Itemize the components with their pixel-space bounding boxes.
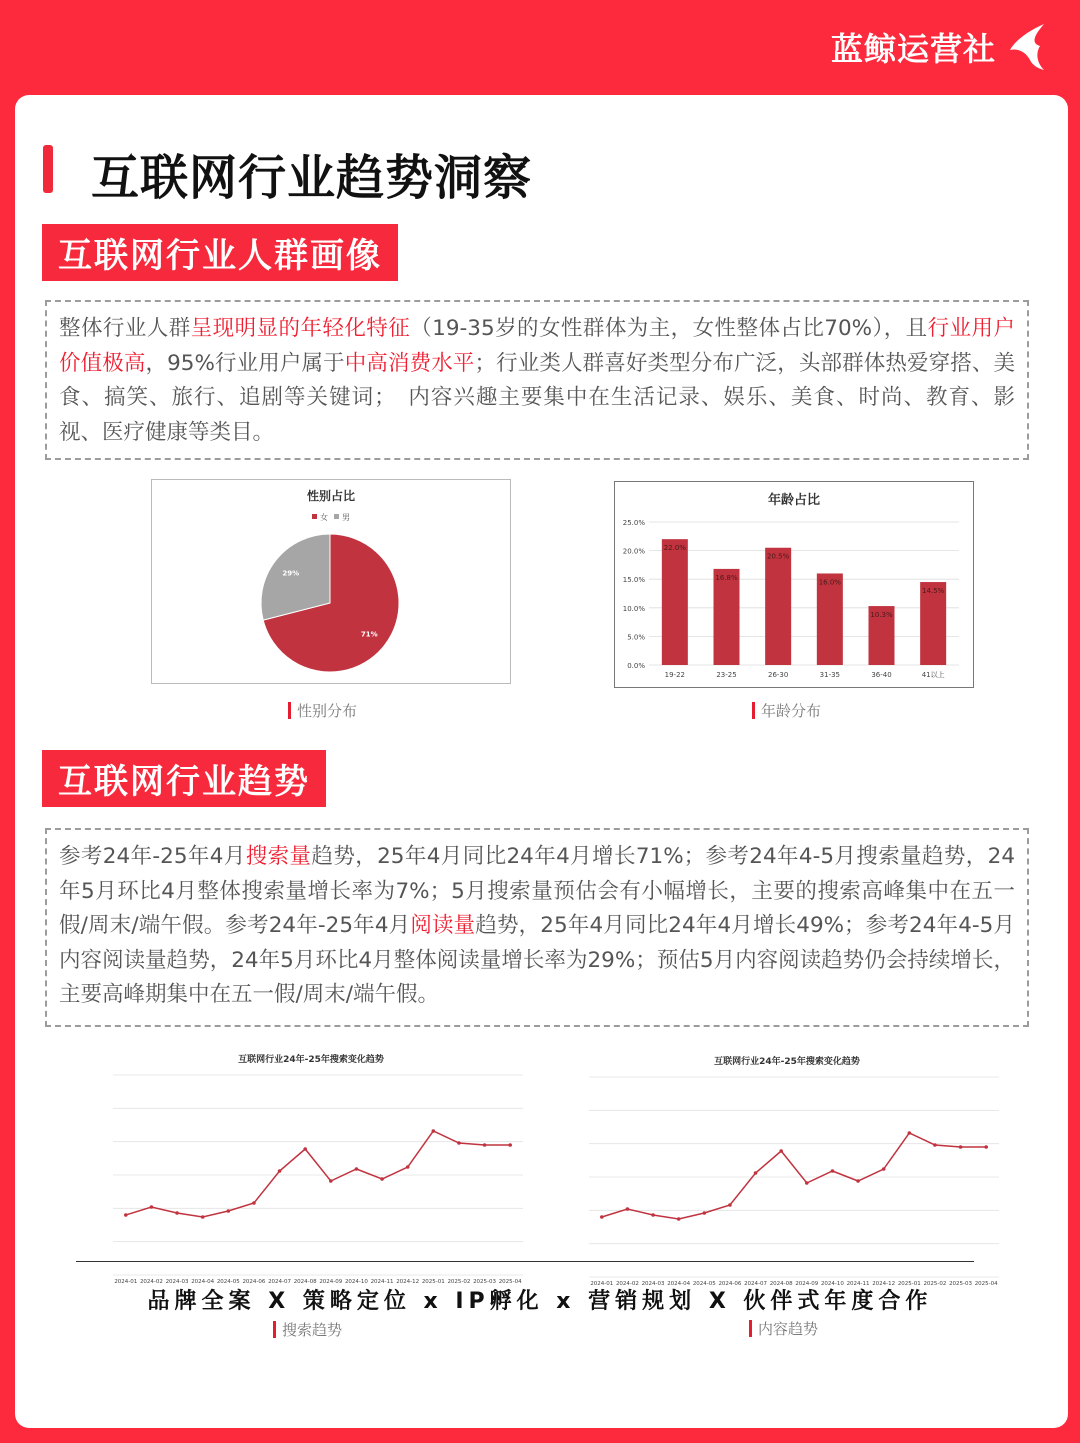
line-point	[278, 1169, 282, 1173]
body-text: ；行业类人群喜好类型分布广泛，头部群体热爱穿搭、美食、搞笑、旅行、追剧等关键词； 内容兴趣主要集中在生活记录、娱乐、美食、时尚、教育、影视、医疗健康等类目。	[59, 350, 1015, 445]
bar	[765, 548, 791, 665]
y-tick-label: 15.0%	[622, 576, 645, 585]
highlight-text: 行业用户价值极高	[59, 316, 1015, 376]
x-tick-label: 26-30	[767, 671, 789, 679]
bar	[662, 539, 688, 665]
bar-data-label: 22.0%	[663, 544, 686, 553]
chart-title: 互联网行业24年-25年搜索变化趋势	[238, 1055, 384, 1065]
chart-title: 互联网行业24年-25年搜索变化趋势	[714, 1057, 860, 1067]
x-tick-label: 2024-07	[268, 1279, 292, 1285]
bar-data-label: 16.8%	[715, 573, 738, 582]
highlight-text: 阅读量	[410, 913, 476, 938]
section-tag-trend: 互联网行业趋势	[42, 750, 326, 807]
line-point	[124, 1213, 128, 1217]
age-caption-text: 年龄分布	[761, 702, 822, 720]
x-tick-label: 2024-08	[293, 1279, 317, 1285]
line-point	[933, 1143, 937, 1147]
caption-mark	[749, 1320, 752, 1337]
x-tick-label: 19-22	[664, 671, 686, 679]
body-text: 整体行业人群	[59, 316, 191, 341]
line-point	[508, 1143, 512, 1147]
x-tick-label: 2025-02	[923, 1281, 947, 1287]
legend-swatch	[334, 514, 339, 519]
search-trend-chart	[95, 1050, 541, 1300]
legend-swatch	[312, 514, 317, 519]
line-point	[703, 1211, 707, 1215]
trend-line	[602, 1133, 986, 1219]
x-tick-label: 2024-05	[692, 1281, 716, 1287]
y-tick-label: 20.0%	[622, 547, 645, 556]
line-point	[380, 1177, 384, 1181]
x-tick-label: 2024-09	[319, 1279, 343, 1285]
line-point	[483, 1143, 487, 1147]
x-tick-label: 2024-09	[795, 1281, 819, 1287]
x-tick-label: 2025-04	[974, 1281, 998, 1287]
bar-data-label: 14.5%	[922, 587, 945, 596]
line-point	[303, 1147, 307, 1151]
line-point	[651, 1213, 655, 1217]
audience-description	[45, 300, 1029, 460]
x-tick-label: 2024-01	[590, 1281, 614, 1287]
search-line-svg	[95, 1050, 541, 1300]
content-card	[15, 95, 1068, 1428]
body-text: 趋势，25年4月同比24年4月增长49%；参考24年4-5月内容阅读量趋势，24年5月环比4月整体阅读量增长率为29%；预估5月内容阅读趋势仍会持续增长，主要高峰期集中在五一假/周末/端午假。	[59, 913, 1015, 1007]
line-point	[432, 1129, 436, 1133]
x-tick-label: 2024-01	[114, 1279, 138, 1285]
line-point	[805, 1181, 809, 1185]
gender-chart	[151, 479, 511, 684]
whale-tail-logo-icon	[1006, 22, 1050, 72]
x-tick-label: 2025-03	[949, 1281, 973, 1287]
line-point	[959, 1145, 963, 1149]
gender-caption	[288, 700, 357, 721]
y-tick-label: 5.0%	[627, 633, 645, 642]
line-point	[406, 1165, 410, 1169]
x-tick-label: 2024-08	[769, 1281, 793, 1287]
highlight-text: 呈现明显的年轻化特征	[190, 316, 411, 341]
x-tick-label: 2024-11	[370, 1279, 394, 1285]
trend-description	[45, 828, 1029, 1027]
x-tick-label: 2024-04	[667, 1281, 691, 1287]
line-point	[908, 1131, 912, 1135]
line-point	[984, 1145, 988, 1149]
line-point	[175, 1211, 179, 1215]
y-tick-label: 10.0%	[622, 604, 645, 613]
chart-title: 性别占比	[306, 489, 356, 503]
highlight-text: 搜索量	[245, 844, 312, 869]
line-point	[754, 1171, 758, 1175]
age-caption	[752, 700, 821, 721]
line-point	[779, 1149, 783, 1153]
trend-line	[126, 1131, 510, 1217]
age-chart	[614, 481, 974, 688]
x-tick-label: 2025-01	[421, 1279, 445, 1285]
line-point	[252, 1201, 256, 1205]
line-point	[882, 1167, 886, 1171]
x-tick-label: 23-25	[716, 671, 737, 679]
x-tick-label: 2024-10	[344, 1279, 368, 1285]
x-tick-label: 2024-04	[191, 1279, 215, 1285]
body-text: 趋势，25年4月同比24年4月增长71%；参考24年4-5月搜索量趋势，24年5月环比4月整体搜索量增长率为7%；5月搜索量预估会有小幅增长，主要的搜索高峰集中在五一假/周末/端午假。参考24年-25年4月	[59, 844, 1015, 938]
line-point	[150, 1205, 154, 1209]
bar-data-label: 10.3%	[870, 611, 893, 620]
brand-name: 蓝鲸运营社	[830, 30, 996, 68]
line-point	[856, 1179, 860, 1183]
x-tick-label: 2024-05	[216, 1279, 240, 1285]
content-trend-chart	[571, 1052, 1017, 1302]
x-tick-label: 2025-01	[897, 1281, 921, 1287]
footer-divider	[76, 1261, 974, 1262]
x-tick-label: 2024-03	[165, 1279, 189, 1285]
line-point	[728, 1203, 732, 1207]
content-caption	[749, 1318, 818, 1339]
x-tick-label: 41以上	[921, 671, 945, 679]
x-tick-label: 2025-02	[447, 1279, 471, 1285]
bar	[714, 569, 740, 665]
page-title: 互联网行业趋势洞察	[91, 150, 533, 206]
y-tick-label: 25.0%	[622, 519, 645, 527]
brand-header	[831, 22, 1050, 72]
footer-services: 品牌全案 X 策略定位 x IP孵化 x 营销规划 X 伙伴式年度合作	[147, 1289, 933, 1314]
bar	[817, 573, 843, 665]
line-point	[457, 1141, 461, 1145]
title-accent-bar	[43, 145, 53, 193]
y-tick-label: 0.0%	[627, 662, 645, 670]
x-tick-label: 2024-12	[872, 1281, 896, 1287]
highlight-text: 中高消费水平	[344, 350, 475, 376]
caption-mark	[288, 702, 291, 719]
x-tick-label: 2024-02	[139, 1279, 163, 1285]
line-point	[677, 1217, 681, 1221]
x-tick-label: 2024-03	[641, 1281, 665, 1287]
x-tick-label: 2024-06	[242, 1279, 266, 1285]
bar-data-label: 16.0%	[818, 578, 841, 587]
line-point	[831, 1169, 835, 1173]
x-tick-label: 2024-06	[718, 1281, 742, 1287]
legend-label: 男	[342, 513, 350, 522]
pie-data-label: 71%	[360, 630, 378, 639]
legend-label: 女	[320, 513, 328, 522]
age-bar-svg	[615, 482, 973, 687]
body-text: （19-35岁的女性群体为主，女性整体占比70%），且	[410, 316, 928, 341]
pie-data-label: 29%	[282, 569, 300, 578]
body-text: 参考24年-25年4月	[59, 844, 246, 869]
x-tick-label: 2024-11	[846, 1281, 870, 1287]
section-tag-audience: 互联网行业人群画像	[42, 224, 398, 281]
line-point	[626, 1207, 630, 1211]
x-tick-label: 2024-02	[615, 1281, 639, 1287]
x-tick-label: 2024-12	[396, 1279, 420, 1285]
x-tick-label: 2024-07	[744, 1281, 768, 1287]
x-tick-label: 2025-04	[498, 1279, 522, 1285]
x-tick-label: 2024-10	[820, 1281, 844, 1287]
line-point	[355, 1167, 359, 1171]
gender-caption-text: 性别分布	[297, 702, 358, 720]
gender-pie-svg	[152, 480, 510, 683]
line-point	[227, 1209, 231, 1213]
content-caption-text: 内容趋势	[758, 1320, 819, 1338]
x-tick-label: 2025-03	[473, 1279, 497, 1285]
caption-mark	[273, 1321, 276, 1338]
search-caption	[273, 1319, 342, 1340]
bar-data-label: 20.5%	[767, 552, 790, 561]
content-line-svg	[571, 1052, 1017, 1302]
line-point	[329, 1179, 333, 1183]
search-caption-text: 搜索趋势	[282, 1321, 343, 1339]
chart-title: 年龄占比	[767, 493, 821, 508]
caption-mark	[752, 702, 755, 719]
line-point	[201, 1215, 205, 1219]
x-tick-label: 31-35	[819, 671, 841, 679]
x-tick-label: 36-40	[871, 671, 892, 679]
line-point	[600, 1215, 604, 1219]
body-text: ，95%行业用户属于	[145, 350, 345, 376]
